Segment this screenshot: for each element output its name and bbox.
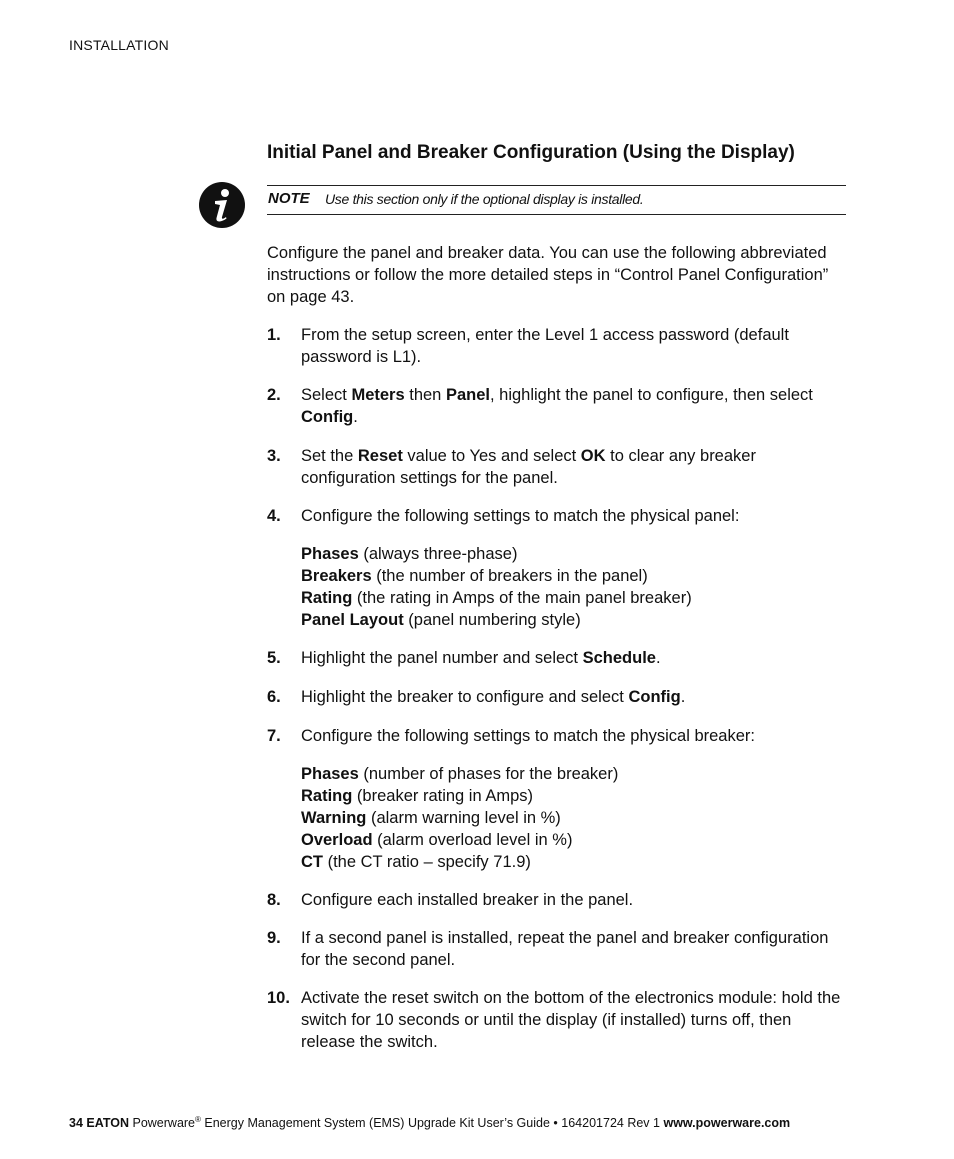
- step-number: 6.: [267, 688, 281, 706]
- step-text: [301, 725, 846, 747]
- setting-item: [301, 587, 692, 609]
- step-text-part: .: [680, 688, 686, 706]
- setting-desc: (panel numbering style): [403, 611, 581, 629]
- setting-item: [301, 851, 618, 873]
- setting-term: Rating: [301, 787, 353, 805]
- step-text: [301, 445, 846, 489]
- step-number: 2.: [267, 386, 281, 404]
- setting-item: [301, 829, 618, 851]
- info-icon: [199, 182, 245, 228]
- step-text-part: Configure the following settings to match the physical breaker:: [301, 727, 755, 745]
- note-text: Use this section only if the optional display is installed.: [325, 191, 644, 207]
- setting-term: Warning: [301, 809, 367, 827]
- guide-title: Energy Management System (EMS) Upgrade Kit User’s Guide: [200, 1116, 550, 1131]
- setting-desc: (the number of breakers in the panel): [371, 567, 648, 585]
- menu-keyword: Panel: [445, 386, 490, 404]
- step-text-part: value to Yes and select: [402, 447, 581, 465]
- setting-term: Rating: [301, 589, 353, 607]
- setting-desc: (the rating in Amps of the main panel breaker): [352, 589, 692, 607]
- setting-item: [301, 543, 692, 565]
- document-number: 164201724 Rev 1: [561, 1116, 660, 1131]
- menu-keyword: Reset: [357, 447, 403, 465]
- step-text-part: From the setup screen, enter the Level 1 access password (default password is L1).: [301, 326, 789, 366]
- step-text: [301, 384, 846, 428]
- setting-item: [301, 565, 692, 587]
- setting-desc: (alarm overload level in %): [372, 831, 573, 849]
- setting-term: Phases: [301, 765, 359, 783]
- step-text-part: , highlight the panel to configure, then select: [489, 386, 813, 404]
- step-text-part: If a second panel is installed, repeat the panel and breaker configuration for the second panel.: [301, 929, 829, 969]
- menu-keyword: Schedule: [582, 649, 656, 667]
- setting-term: Overload: [301, 831, 373, 849]
- menu-keyword: Config: [301, 408, 354, 426]
- step-number: 1.: [267, 326, 281, 344]
- step-text-part: Select: [301, 386, 352, 404]
- step-text-part: Configure each installed breaker in the panel.: [301, 891, 634, 909]
- step-text-part: Activate the reset switch on the bottom of the electronics module: hold the switch for 10 seconds or until the display (if installed) turns off, then release the switch.: [301, 989, 841, 1051]
- step-text: [301, 889, 846, 911]
- page-number: 34: [69, 1116, 83, 1131]
- step-text-part: Set the: [301, 447, 358, 465]
- step-text: [301, 686, 846, 708]
- page-footer: [69, 1115, 790, 1130]
- step-text-part: Highlight the panel number and select: [301, 649, 583, 667]
- step-text-part: Configure the following settings to match the physical panel:: [301, 507, 740, 525]
- step-number: 8.: [267, 891, 281, 909]
- setting-term: CT: [301, 853, 323, 871]
- website-link[interactable]: www.powerware.com: [663, 1116, 791, 1131]
- step-number: 5.: [267, 649, 281, 667]
- setting-term: Phases: [301, 545, 359, 563]
- setting-desc: (breaker rating in Amps): [352, 787, 533, 805]
- step-number: 3.: [267, 447, 281, 465]
- step-text: [301, 505, 846, 527]
- setting-item: [301, 763, 618, 785]
- step-number: 9.: [267, 929, 281, 947]
- product-name: Powerware: [132, 1116, 196, 1131]
- setting-desc: (always three-phase): [358, 545, 518, 563]
- menu-keyword: Config: [628, 688, 681, 706]
- brand-name: EATON: [86, 1116, 129, 1131]
- setting-desc: (alarm warning level in %): [366, 809, 561, 827]
- step-text-part: to clear any breaker configuration settings for the panel.: [301, 447, 756, 487]
- step-number: 4.: [267, 507, 281, 525]
- setting-desc: (number of phases for the breaker): [358, 765, 619, 783]
- menu-keyword: Meters: [351, 386, 405, 404]
- step-number: 10.: [267, 989, 290, 1007]
- note-label: NOTE: [268, 190, 310, 207]
- menu-keyword: OK: [580, 447, 606, 465]
- section-header: INSTALLATION: [69, 37, 169, 53]
- note-box: [267, 185, 846, 215]
- bullet-separator: •: [553, 1116, 558, 1131]
- setting-term: Panel Layout: [301, 611, 404, 629]
- step-text-part: .: [655, 649, 661, 667]
- step-text: [301, 324, 846, 368]
- setting-item: [301, 609, 692, 631]
- registered-mark: ®: [195, 1115, 201, 1124]
- setting-desc: (the CT ratio – specify 71.9): [323, 853, 531, 871]
- step-text-part: .: [353, 408, 358, 426]
- step-text: [301, 987, 846, 1053]
- intro-paragraph: Configure the panel and breaker data. You can use the following abbreviated instructions or follow the more detailed steps in “Control Panel Configuration” on page 43.: [267, 244, 829, 306]
- setting-item: [301, 807, 618, 829]
- step-text: [301, 647, 846, 669]
- panel-settings-list: [301, 543, 692, 631]
- setting-item: [301, 785, 618, 807]
- step-text: [301, 927, 846, 971]
- setting-term: Breakers: [301, 567, 372, 585]
- step-text-part: then: [404, 386, 446, 404]
- step-number: 7.: [267, 727, 281, 745]
- page-title: Initial Panel and Breaker Configuration (Using the Display): [267, 142, 795, 163]
- step-text-part: Highlight the breaker to configure and select: [301, 688, 629, 706]
- breaker-settings-list: [301, 763, 618, 873]
